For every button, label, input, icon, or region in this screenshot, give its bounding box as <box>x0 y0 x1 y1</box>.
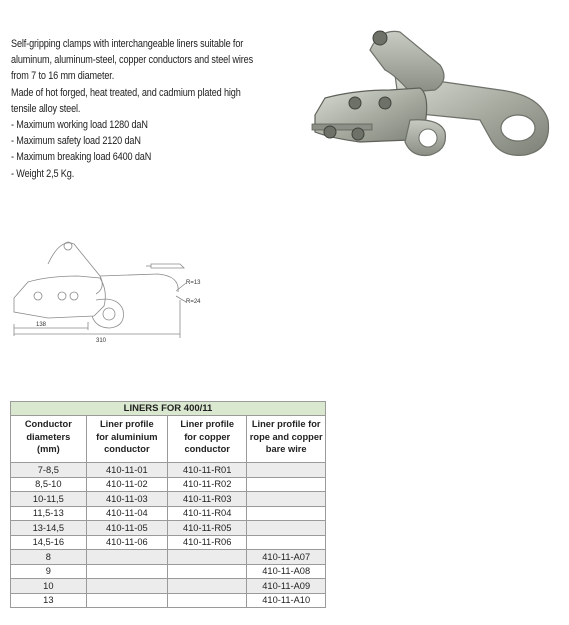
table-header-row <box>11 416 326 463</box>
description-line: from 7 to 16 mm diameter. <box>11 70 115 83</box>
table-cell: 410-11-04 <box>86 506 167 521</box>
table-cell: 13-14,5 <box>11 521 87 536</box>
table-cell: 410-11-R01 <box>168 463 247 478</box>
table-row <box>11 550 326 565</box>
table-cell: 410-11-R02 <box>168 477 247 492</box>
table-row <box>11 593 326 608</box>
table-cell: 410-11-R05 <box>168 521 247 536</box>
table-row <box>11 492 326 507</box>
table-row <box>11 506 326 521</box>
table-cell <box>168 550 247 565</box>
table-row <box>11 521 326 536</box>
table-row <box>11 463 326 478</box>
table-cell <box>168 593 247 608</box>
dim-jaw-label: 138 <box>36 322 47 328</box>
liners-table <box>10 401 326 608</box>
table-cell <box>86 579 167 594</box>
table-cell: 410-11-A08 <box>247 564 326 579</box>
table-cell: 410-11-03 <box>86 492 167 507</box>
table-cell: 8 <box>11 550 87 565</box>
table-cell: 10 <box>11 579 87 594</box>
table-cell <box>247 477 326 492</box>
clamp-photo <box>300 20 560 170</box>
table-row <box>11 535 326 550</box>
table-cell: 7-8,5 <box>11 463 87 478</box>
technical-drawing <box>8 236 238 346</box>
table-row <box>11 477 326 492</box>
table-body <box>11 463 326 608</box>
header-line: Liner profile <box>99 419 154 429</box>
table-cell <box>168 579 247 594</box>
header-line: conductor <box>104 444 150 454</box>
table-cell: 410-11-R04 <box>168 506 247 521</box>
header-line: rope and copper <box>249 431 323 442</box>
table-cell: 410-11-R06 <box>168 535 247 550</box>
table-row <box>11 564 326 579</box>
header-line: bare wire <box>265 444 307 454</box>
table-title: LINERS FOR 400/11 <box>11 402 326 416</box>
header-line: Liner profile for <box>251 419 321 429</box>
header-line: for copper <box>184 431 231 442</box>
table-cell: 410-11-06 <box>86 535 167 550</box>
table-cell <box>86 564 167 579</box>
table-cell: 14,5-16 <box>11 535 87 550</box>
description-line: - Maximum working load 1280 daN <box>11 119 148 132</box>
header-rope-liner <box>247 416 326 463</box>
table-cell: 410-11-A09 <box>247 579 326 594</box>
table-cell: 10-11,5 <box>11 492 87 507</box>
table-cell <box>247 521 326 536</box>
header-aluminium-liner <box>86 416 167 463</box>
table-cell: 13 <box>11 593 87 608</box>
header-conductor-diameters <box>11 416 87 463</box>
radius-large-label: R=24 <box>186 299 201 305</box>
table-cell: 11,5-13 <box>11 506 87 521</box>
product-description <box>11 36 260 182</box>
header-line: Conductor <box>24 419 72 429</box>
header-line: diameters <box>26 431 71 442</box>
table-cell: 410-11-A10 <box>247 593 326 608</box>
description-line: - Maximum breaking load 6400 daN <box>11 151 152 164</box>
dim-overall-label: 310 <box>96 338 107 344</box>
table-cell: 410-11-01 <box>86 463 167 478</box>
table-row <box>11 579 326 594</box>
header-copper-liner <box>168 416 247 463</box>
description-line: Self-gripping clamps with interchangeable liners suitable for <box>11 38 244 50</box>
table-cell <box>247 535 326 550</box>
header-line: for aluminium <box>96 431 158 442</box>
table-cell: 8,5-10 <box>11 477 87 492</box>
table-cell: 410-11-R03 <box>168 492 247 507</box>
description-line: aluminum, aluminum-steel, copper conductors and steel wires <box>11 54 254 67</box>
table-cell: 410-11-05 <box>86 521 167 536</box>
table-cell <box>247 506 326 521</box>
header-line: Liner profile <box>180 419 235 429</box>
description-line: - Weight 2,5 Kg. <box>11 167 75 180</box>
description-line: Made of hot forged, heat treated, and cadmium plated high <box>11 86 241 99</box>
table-cell: 410-11-A07 <box>247 550 326 565</box>
table-cell: 410-11-02 <box>86 477 167 492</box>
table-cell <box>247 463 326 478</box>
table-cell <box>86 550 167 565</box>
header-line: conductor <box>184 444 230 454</box>
header-line: (mm) <box>36 444 60 454</box>
radius-small-label: R=13 <box>186 280 201 286</box>
description-line: tensile alloy steel. <box>11 102 81 115</box>
table-cell <box>247 492 326 507</box>
table-cell <box>86 593 167 608</box>
table-cell <box>168 564 247 579</box>
description-line: - Maximum safety load 2120 daN <box>11 135 141 148</box>
table-title-row <box>11 402 326 416</box>
table-cell: 9 <box>11 564 87 579</box>
